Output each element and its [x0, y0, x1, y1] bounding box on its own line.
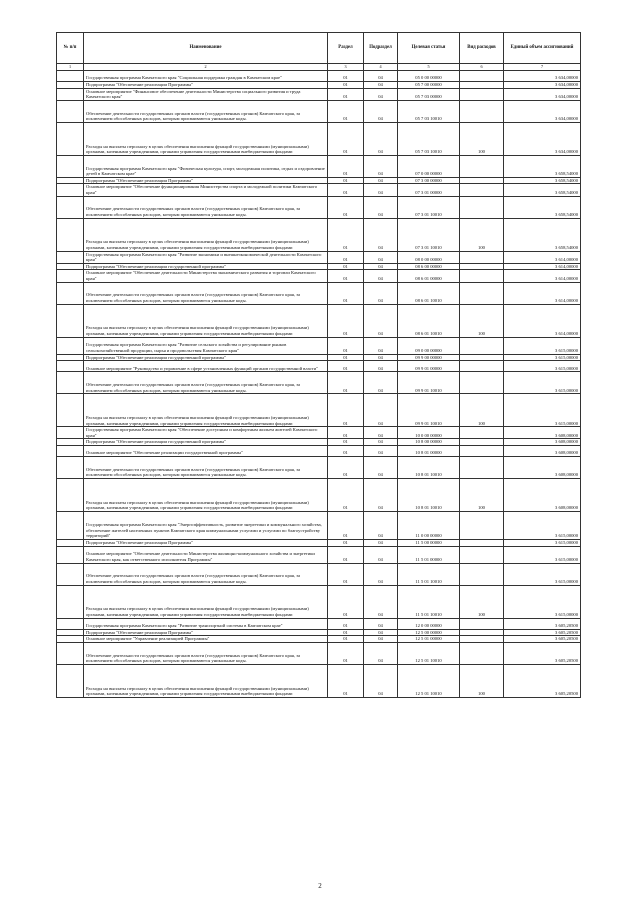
- row-amount-cell: 3 658,54000: [504, 196, 581, 218]
- row-podrazdel-cell: 04: [364, 177, 398, 184]
- row-num-cell: [57, 445, 84, 456]
- row-razdel-cell: 01: [328, 270, 364, 282]
- row-expense-type-cell: [460, 100, 504, 122]
- row-num-cell: [57, 372, 84, 394]
- row-expense-type-cell: 100: [460, 218, 504, 251]
- row-target-article-cell: 05 7 03 00000: [398, 88, 460, 100]
- row-num-cell: [57, 337, 84, 354]
- table-row: [57, 618, 581, 629]
- row-amount-cell: 3 634,00000: [504, 82, 581, 89]
- row-amount-cell: 3 658,54000: [504, 218, 581, 251]
- row-amount-cell: 3 615,00000: [504, 394, 581, 427]
- table-row: [57, 636, 581, 643]
- row-target-article-cell: 12 0 00 00000: [398, 618, 460, 629]
- row-num-cell: [57, 304, 84, 337]
- row-name-cell: Государственная программа Камчатского края "Энергоэффективность, развитие энергетики и коммунального хозяйства, обеспечение жителей населенных пунктов Камчатского края коммунальными услугами и услугами по благоустройству территорий": [84, 511, 328, 539]
- table-row: [57, 270, 581, 282]
- row-name-cell: Основное мероприятие "Обеспечение деятельности Министерства жилищно-коммунального хозяйства и энергетики Камчатского края, как ответственного исполнителя Программы": [84, 546, 328, 563]
- row-name-cell: Государственная программа Камчатского края "Физическая культура, спорт, молодежная политика, отдых и оздоровление детей в Камчатском крае": [84, 155, 328, 177]
- row-expense-type-cell: [460, 82, 504, 89]
- header-razdel: Раздел: [328, 33, 364, 64]
- row-amount-cell: 3 615,00000: [504, 546, 581, 563]
- table-row: [57, 184, 581, 196]
- row-name-cell: Государственная программа Камчатского края "Развитие экономики и внешнеэкономической деятельности Камчатского края": [84, 251, 328, 263]
- row-amount-cell: 3 634,00000: [504, 100, 581, 122]
- row-num-cell: [57, 122, 84, 155]
- row-razdel-cell: 01: [328, 155, 364, 177]
- row-amount-cell: 3 608,00000: [504, 445, 581, 456]
- table-row: [57, 337, 581, 354]
- row-target-article-cell: 10 8 01 10010: [398, 456, 460, 478]
- row-name-cell: Обеспечение деятельности государственных органов власти (государственных органов) Камчатского края, за исключением обособленных расходов, которым присваиваются уникальные коды.: [84, 100, 328, 122]
- row-num-cell: [57, 270, 84, 282]
- row-num-cell: [57, 511, 84, 539]
- row-podrazdel-cell: 04: [364, 478, 398, 511]
- row-target-article-cell: 11 5 01 00000: [398, 546, 460, 563]
- row-num-cell: [57, 263, 84, 270]
- row-name-cell: Обеспечение деятельности государственных органов власти (государственных органов) Камчатского края, за исключением обособленных расходов, которым присваиваются уникальные коды.: [84, 642, 328, 664]
- row-name-cell: Основное мероприятие "Обеспечение реализации государственной программы": [84, 445, 328, 456]
- column-number: 4: [364, 64, 398, 71]
- row-target-article-cell: 09 9 00 00000: [398, 354, 460, 361]
- row-target-article-cell: 07 3 00 00000: [398, 177, 460, 184]
- row-name-cell: Государственная программа Камчатского края "Обеспечение доступным и комфортным жильем жителей Камчатского края": [84, 427, 328, 439]
- row-target-article-cell: 09 9 01 10010: [398, 372, 460, 394]
- row-num-cell: [57, 394, 84, 427]
- row-expense-type-cell: [460, 618, 504, 629]
- row-razdel-cell: 01: [328, 372, 364, 394]
- row-target-article-cell: 12 5 01 00000: [398, 636, 460, 643]
- row-num-cell: [57, 546, 84, 563]
- row-expense-type-cell: [460, 427, 504, 439]
- row-podrazdel-cell: 04: [364, 439, 398, 446]
- row-podrazdel-cell: 04: [364, 155, 398, 177]
- table-row: [57, 100, 581, 122]
- row-target-article-cell: 09 0 00 00000: [398, 337, 460, 354]
- row-amount-cell: 3 658,54000: [504, 184, 581, 196]
- row-num-cell: [57, 196, 84, 218]
- row-num-cell: [57, 563, 84, 585]
- row-razdel-cell: 01: [328, 439, 364, 446]
- row-target-article-cell: 08 6 00 00000: [398, 263, 460, 270]
- row-amount-cell: 3 605,20500: [504, 664, 581, 697]
- row-target-article-cell: 11 5 01 10010: [398, 563, 460, 585]
- row-podrazdel-cell: 04: [364, 563, 398, 585]
- row-target-article-cell: 05 7 00 00000: [398, 82, 460, 89]
- row-num-cell: [57, 585, 84, 618]
- row-name-cell: Основное мероприятие "Обеспечение деятельности Министерства экономического развития и торговли Камчатского края": [84, 270, 328, 282]
- header-podrazdel: Подраздел: [364, 33, 398, 64]
- row-num-cell: [57, 427, 84, 439]
- table-row: [57, 511, 581, 539]
- row-expense-type-cell: 100: [460, 304, 504, 337]
- row-num-cell: [57, 456, 84, 478]
- budget-table: [56, 32, 581, 698]
- table-row: [57, 263, 581, 270]
- row-num-cell: [57, 636, 84, 643]
- row-amount-cell: 3 605,20500: [504, 636, 581, 643]
- row-amount-cell: 3 634,00000: [504, 122, 581, 155]
- row-razdel-cell: 01: [328, 539, 364, 546]
- row-podrazdel-cell: 04: [364, 618, 398, 629]
- row-podrazdel-cell: 04: [364, 427, 398, 439]
- row-expense-type-cell: [460, 539, 504, 546]
- row-razdel-cell: 01: [328, 177, 364, 184]
- row-razdel-cell: 01: [328, 585, 364, 618]
- row-podrazdel-cell: 04: [364, 354, 398, 361]
- table-row: [57, 478, 581, 511]
- row-amount-cell: 3 605,20500: [504, 642, 581, 664]
- table-row: [57, 629, 581, 636]
- table-row: [57, 177, 581, 184]
- row-razdel-cell: 01: [328, 337, 364, 354]
- table-row: [57, 304, 581, 337]
- row-target-article-cell: 11 5 01 10010: [398, 585, 460, 618]
- row-expense-type-cell: [460, 563, 504, 585]
- row-expense-type-cell: [460, 337, 504, 354]
- row-expense-type-cell: [460, 251, 504, 263]
- row-podrazdel-cell: 04: [364, 337, 398, 354]
- row-name-cell: Подпрограмма "Обеспечение реализации Программы": [84, 177, 328, 184]
- table-row: [57, 563, 581, 585]
- row-num-cell: [57, 642, 84, 664]
- row-name-cell: Государственная программа Камчатского края "Развитие сельского хозяйства и регулирование рынков сельскохозяйственной продукции, сырья и продовольствия Камчатского края": [84, 337, 328, 354]
- row-expense-type-cell: [460, 155, 504, 177]
- row-name-cell: Расходы на выплаты персоналу в целях обеспечения выполнения функций государственными (муниципальными) органами, казенными учреждениями, органами управления государственными внебюджетными фондами: [84, 664, 328, 697]
- row-num-cell: [57, 282, 84, 304]
- row-razdel-cell: 01: [328, 82, 364, 89]
- row-name-cell: Обеспечение деятельности государственных органов власти (государственных органов) Камчатского края, за исключением обособленных расходов, которым присваиваются уникальные коды.: [84, 196, 328, 218]
- row-razdel-cell: 01: [328, 304, 364, 337]
- table-row: [57, 394, 581, 427]
- row-podrazdel-cell: 04: [364, 196, 398, 218]
- row-target-article-cell: 08 0 00 00000: [398, 251, 460, 263]
- table-row: [57, 664, 581, 697]
- row-num-cell: [57, 218, 84, 251]
- row-target-article-cell: 07 3 01 10010: [398, 196, 460, 218]
- row-razdel-cell: 01: [328, 642, 364, 664]
- table-row: [57, 88, 581, 100]
- column-number: 1: [57, 64, 84, 71]
- header-num: № п/п: [57, 33, 84, 64]
- row-name-cell: Подпрограмма "Обеспечение реализации Программы": [84, 82, 328, 89]
- table-row: [57, 372, 581, 394]
- row-amount-cell: 3 615,00000: [504, 337, 581, 354]
- table-row: [57, 122, 581, 155]
- row-expense-type-cell: [460, 629, 504, 636]
- row-name-cell: Обеспечение деятельности государственных органов власти (государственных органов) Камчатского края, за исключением обособленных расходов, которым присваиваются уникальные коды.: [84, 563, 328, 585]
- row-num-cell: [57, 155, 84, 177]
- row-amount-cell: 3 615,00000: [504, 563, 581, 585]
- row-expense-type-cell: 100: [460, 585, 504, 618]
- table-row: [57, 439, 581, 446]
- row-podrazdel-cell: 04: [364, 664, 398, 697]
- row-razdel-cell: 01: [328, 511, 364, 539]
- row-target-article-cell: 11 0 00 00000: [398, 511, 460, 539]
- row-podrazdel-cell: 04: [364, 642, 398, 664]
- row-podrazdel-cell: 04: [364, 122, 398, 155]
- row-amount-cell: 3 608,00000: [504, 478, 581, 511]
- table-row: [57, 445, 581, 456]
- table-row: [57, 354, 581, 361]
- header-expense-type: Вид расходов: [460, 33, 504, 64]
- row-name-cell: Обеспечение деятельности государственных органов власти (государственных органов) Камчатского края, за исключением обособленных расходов, которым присваиваются уникальные коды.: [84, 456, 328, 478]
- row-target-article-cell: 08 6 01 10010: [398, 282, 460, 304]
- row-podrazdel-cell: 04: [364, 539, 398, 546]
- row-razdel-cell: 01: [328, 664, 364, 697]
- row-podrazdel-cell: 04: [364, 71, 398, 82]
- table-row: [57, 585, 581, 618]
- row-expense-type-cell: [460, 184, 504, 196]
- row-amount-cell: 3 615,00000: [504, 585, 581, 618]
- row-podrazdel-cell: 04: [364, 304, 398, 337]
- row-target-article-cell: 05 7 03 10010: [398, 122, 460, 155]
- row-target-article-cell: 05 0 00 00000: [398, 71, 460, 82]
- row-expense-type-cell: 100: [460, 478, 504, 511]
- row-podrazdel-cell: 04: [364, 546, 398, 563]
- row-razdel-cell: 01: [328, 394, 364, 427]
- table-row: [57, 282, 581, 304]
- row-name-cell: Подпрограмма "Обеспечение реализации государственной программы": [84, 263, 328, 270]
- row-razdel-cell: 01: [328, 636, 364, 643]
- row-target-article-cell: 10 0 00 00000: [398, 427, 460, 439]
- row-razdel-cell: 01: [328, 184, 364, 196]
- row-name-cell: Подпрограмма "Обеспечение реализации Программы": [84, 629, 328, 636]
- row-razdel-cell: 01: [328, 361, 364, 372]
- row-target-article-cell: 12 5 01 10010: [398, 664, 460, 697]
- table-row: [57, 456, 581, 478]
- table-row: [57, 361, 581, 372]
- row-expense-type-cell: [460, 546, 504, 563]
- row-num-cell: [57, 100, 84, 122]
- row-name-cell: Подпрограмма "Обеспечение реализации государственной программы": [84, 439, 328, 446]
- row-name-cell: Расходы на выплаты персоналу в целях обеспечения выполнения функций государственными (муниципальными) органами, казенными учреждениями, органами управления государственными внебюджетными фондами: [84, 394, 328, 427]
- row-razdel-cell: 01: [328, 218, 364, 251]
- row-amount-cell: 3 605,20500: [504, 618, 581, 629]
- row-num-cell: [57, 439, 84, 446]
- row-name-cell: Расходы на выплаты персоналу в целях обеспечения выполнения функций государственными (муниципальными) органами, казенными учреждениями, органами управления государственными внебюджетными фондами: [84, 122, 328, 155]
- row-razdel-cell: 01: [328, 282, 364, 304]
- row-name-cell: Основное мероприятие "Обеспечение функционирования Министерства спорта и молодежной политики Камчатского края": [84, 184, 328, 196]
- row-target-article-cell: 05 7 03 10010: [398, 100, 460, 122]
- row-expense-type-cell: [460, 282, 504, 304]
- row-expense-type-cell: [460, 354, 504, 361]
- row-expense-type-cell: [460, 456, 504, 478]
- column-number: 5: [398, 64, 460, 71]
- column-number: 2: [84, 64, 328, 71]
- row-amount-cell: 3 608,00000: [504, 439, 581, 446]
- row-num-cell: [57, 184, 84, 196]
- row-podrazdel-cell: 04: [364, 88, 398, 100]
- row-razdel-cell: 01: [328, 122, 364, 155]
- row-razdel-cell: 01: [328, 478, 364, 511]
- row-expense-type-cell: [460, 263, 504, 270]
- column-number-row: [57, 64, 581, 71]
- table-row: [57, 642, 581, 664]
- row-num-cell: [57, 88, 84, 100]
- row-podrazdel-cell: 04: [364, 263, 398, 270]
- row-podrazdel-cell: 04: [364, 636, 398, 643]
- table-body: [57, 71, 581, 698]
- row-razdel-cell: 01: [328, 629, 364, 636]
- row-razdel-cell: 01: [328, 100, 364, 122]
- table-header-row: [57, 33, 581, 64]
- row-num-cell: [57, 539, 84, 546]
- row-amount-cell: 3 615,00000: [504, 354, 581, 361]
- table-row: [57, 82, 581, 89]
- row-amount-cell: 3 615,00000: [504, 361, 581, 372]
- row-podrazdel-cell: 04: [364, 218, 398, 251]
- row-num-cell: [57, 478, 84, 511]
- table-row: [57, 539, 581, 546]
- row-podrazdel-cell: 04: [364, 585, 398, 618]
- row-num-cell: [57, 71, 84, 82]
- row-podrazdel-cell: 04: [364, 270, 398, 282]
- row-amount-cell: 3 615,00000: [504, 372, 581, 394]
- row-target-article-cell: 08 6 01 00000: [398, 270, 460, 282]
- row-expense-type-cell: [460, 196, 504, 218]
- row-amount-cell: 3 634,00000: [504, 71, 581, 82]
- table-row: [57, 218, 581, 251]
- row-name-cell: Подпрограмма "Обеспечение реализации Программы": [84, 539, 328, 546]
- row-num-cell: [57, 664, 84, 697]
- row-razdel-cell: 01: [328, 251, 364, 263]
- row-num-cell: [57, 177, 84, 184]
- table-row: [57, 427, 581, 439]
- row-podrazdel-cell: 04: [364, 456, 398, 478]
- row-amount-cell: 3 658,54000: [504, 155, 581, 177]
- row-razdel-cell: 01: [328, 263, 364, 270]
- row-num-cell: [57, 361, 84, 372]
- table-row: [57, 251, 581, 263]
- row-target-article-cell: 09 9 01 10010: [398, 394, 460, 427]
- row-expense-type-cell: [460, 439, 504, 446]
- row-podrazdel-cell: 04: [364, 251, 398, 263]
- row-amount-cell: 3 614,00000: [504, 304, 581, 337]
- row-expense-type-cell: [460, 372, 504, 394]
- row-expense-type-cell: [460, 636, 504, 643]
- row-podrazdel-cell: 04: [364, 394, 398, 427]
- row-amount-cell: 3 615,00000: [504, 539, 581, 546]
- row-target-article-cell: 07 3 01 00000: [398, 184, 460, 196]
- row-razdel-cell: 01: [328, 546, 364, 563]
- row-name-cell: Обеспечение деятельности государственных органов власти (государственных органов) Камчатского края, за исключением обособленных расходов, которым присваиваются уникальные коды.: [84, 372, 328, 394]
- row-name-cell: Расходы на выплаты персоналу в целях обеспечения выполнения функций государственными (муниципальными) органами, казенными учреждениями, органами управления государственными внебюджетными фондами: [84, 585, 328, 618]
- row-podrazdel-cell: 04: [364, 511, 398, 539]
- row-amount-cell: 3 608,00000: [504, 456, 581, 478]
- row-target-article-cell: 07 0 00 00000: [398, 155, 460, 177]
- row-name-cell: Обеспечение деятельности государственных органов власти (государственных органов) Камчатского края, за исключением обособленных расходов, которым присваиваются уникальные коды.: [84, 282, 328, 304]
- row-target-article-cell: 07 3 01 10010: [398, 218, 460, 251]
- row-amount-cell: 3 615,00000: [504, 511, 581, 539]
- row-razdel-cell: 01: [328, 196, 364, 218]
- row-num-cell: [57, 618, 84, 629]
- row-amount-cell: 3 608,00000: [504, 427, 581, 439]
- row-expense-type-cell: [460, 270, 504, 282]
- row-amount-cell: 3 614,00000: [504, 263, 581, 270]
- row-target-article-cell: 10 8 00 00000: [398, 439, 460, 446]
- row-name-cell: Основное мероприятие "Финансовое обеспечение деятельности Министерства социального развития и труда Камчатского края": [84, 88, 328, 100]
- row-razdel-cell: 01: [328, 427, 364, 439]
- row-name-cell: Подпрограмма "Обеспечение реализации государственной программы": [84, 354, 328, 361]
- row-name-cell: Основное мероприятие "Руководство и управление в сфере установленных функций органов государственной власти": [84, 361, 328, 372]
- table-row: [57, 196, 581, 218]
- table-row: [57, 71, 581, 82]
- row-razdel-cell: 01: [328, 456, 364, 478]
- table-row: [57, 155, 581, 177]
- row-num-cell: [57, 354, 84, 361]
- row-podrazdel-cell: 04: [364, 82, 398, 89]
- row-amount-cell: 3 614,00000: [504, 270, 581, 282]
- row-amount-cell: 3 614,00000: [504, 282, 581, 304]
- row-num-cell: [57, 629, 84, 636]
- row-num-cell: [57, 82, 84, 89]
- page-number: 2: [318, 882, 322, 890]
- row-razdel-cell: 01: [328, 618, 364, 629]
- row-expense-type-cell: [460, 361, 504, 372]
- row-razdel-cell: 01: [328, 71, 364, 82]
- row-name-cell: Государственная программа Камчатского края "Социальная поддержка граждан в Камчатском крае": [84, 71, 328, 82]
- table-row: [57, 546, 581, 563]
- row-expense-type-cell: [460, 642, 504, 664]
- row-target-article-cell: 10 8 01 10010: [398, 478, 460, 511]
- row-num-cell: [57, 251, 84, 263]
- row-expense-type-cell: [460, 88, 504, 100]
- row-podrazdel-cell: 04: [364, 282, 398, 304]
- row-target-article-cell: 08 6 01 10010: [398, 304, 460, 337]
- row-podrazdel-cell: 04: [364, 100, 398, 122]
- row-razdel-cell: 01: [328, 354, 364, 361]
- row-amount-cell: 3 658,54000: [504, 177, 581, 184]
- row-expense-type-cell: [460, 71, 504, 82]
- row-amount-cell: 3 605,20500: [504, 629, 581, 636]
- row-expense-type-cell: 100: [460, 122, 504, 155]
- column-number: 3: [328, 64, 364, 71]
- row-target-article-cell: 10 8 01 00000: [398, 445, 460, 456]
- row-podrazdel-cell: 04: [364, 445, 398, 456]
- row-expense-type-cell: 100: [460, 394, 504, 427]
- row-amount-cell: 3 614,00000: [504, 251, 581, 263]
- row-podrazdel-cell: 04: [364, 184, 398, 196]
- row-razdel-cell: 01: [328, 563, 364, 585]
- row-target-article-cell: 12 5 00 00000: [398, 629, 460, 636]
- row-expense-type-cell: [460, 177, 504, 184]
- row-podrazdel-cell: 04: [364, 629, 398, 636]
- row-target-article-cell: 11 5 00 00000: [398, 539, 460, 546]
- row-target-article-cell: 09 9 01 00000: [398, 361, 460, 372]
- header-target-article: Целевая статья: [398, 33, 460, 64]
- row-expense-type-cell: 100: [460, 664, 504, 697]
- row-name-cell: Основное мероприятие "Управление реализацией Программы": [84, 636, 328, 643]
- row-name-cell: Государственная программа Камчатского края "Развитие транспортной системы в Камчатском крае": [84, 618, 328, 629]
- row-name-cell: Расходы на выплаты персоналу в целях обеспечения выполнения функций государственными (муниципальными) органами, казенными учреждениями, органами управления государственными внебюджетными фондами: [84, 478, 328, 511]
- row-target-article-cell: 12 5 01 10010: [398, 642, 460, 664]
- column-number: 7: [504, 64, 581, 71]
- row-razdel-cell: 01: [328, 88, 364, 100]
- row-amount-cell: 3 634,00000: [504, 88, 581, 100]
- column-number: 6: [460, 64, 504, 71]
- row-expense-type-cell: [460, 445, 504, 456]
- header-name: Наименование: [84, 33, 328, 64]
- row-name-cell: Расходы на выплаты персоналу в целях обеспечения выполнения функций государственными (муниципальными) органами, казенными учреждениями, органами управления государственными внебюджетными фондами: [84, 218, 328, 251]
- row-name-cell: Расходы на выплаты персоналу в целях обеспечения выполнения функций государственными (муниципальными) органами, казенными учреждениями, органами управления государственными внебюджетными фондами: [84, 304, 328, 337]
- row-podrazdel-cell: 04: [364, 372, 398, 394]
- header-amount: Единый объем ассигнований: [504, 33, 581, 64]
- row-podrazdel-cell: 04: [364, 361, 398, 372]
- row-expense-type-cell: [460, 511, 504, 539]
- row-razdel-cell: 01: [328, 445, 364, 456]
